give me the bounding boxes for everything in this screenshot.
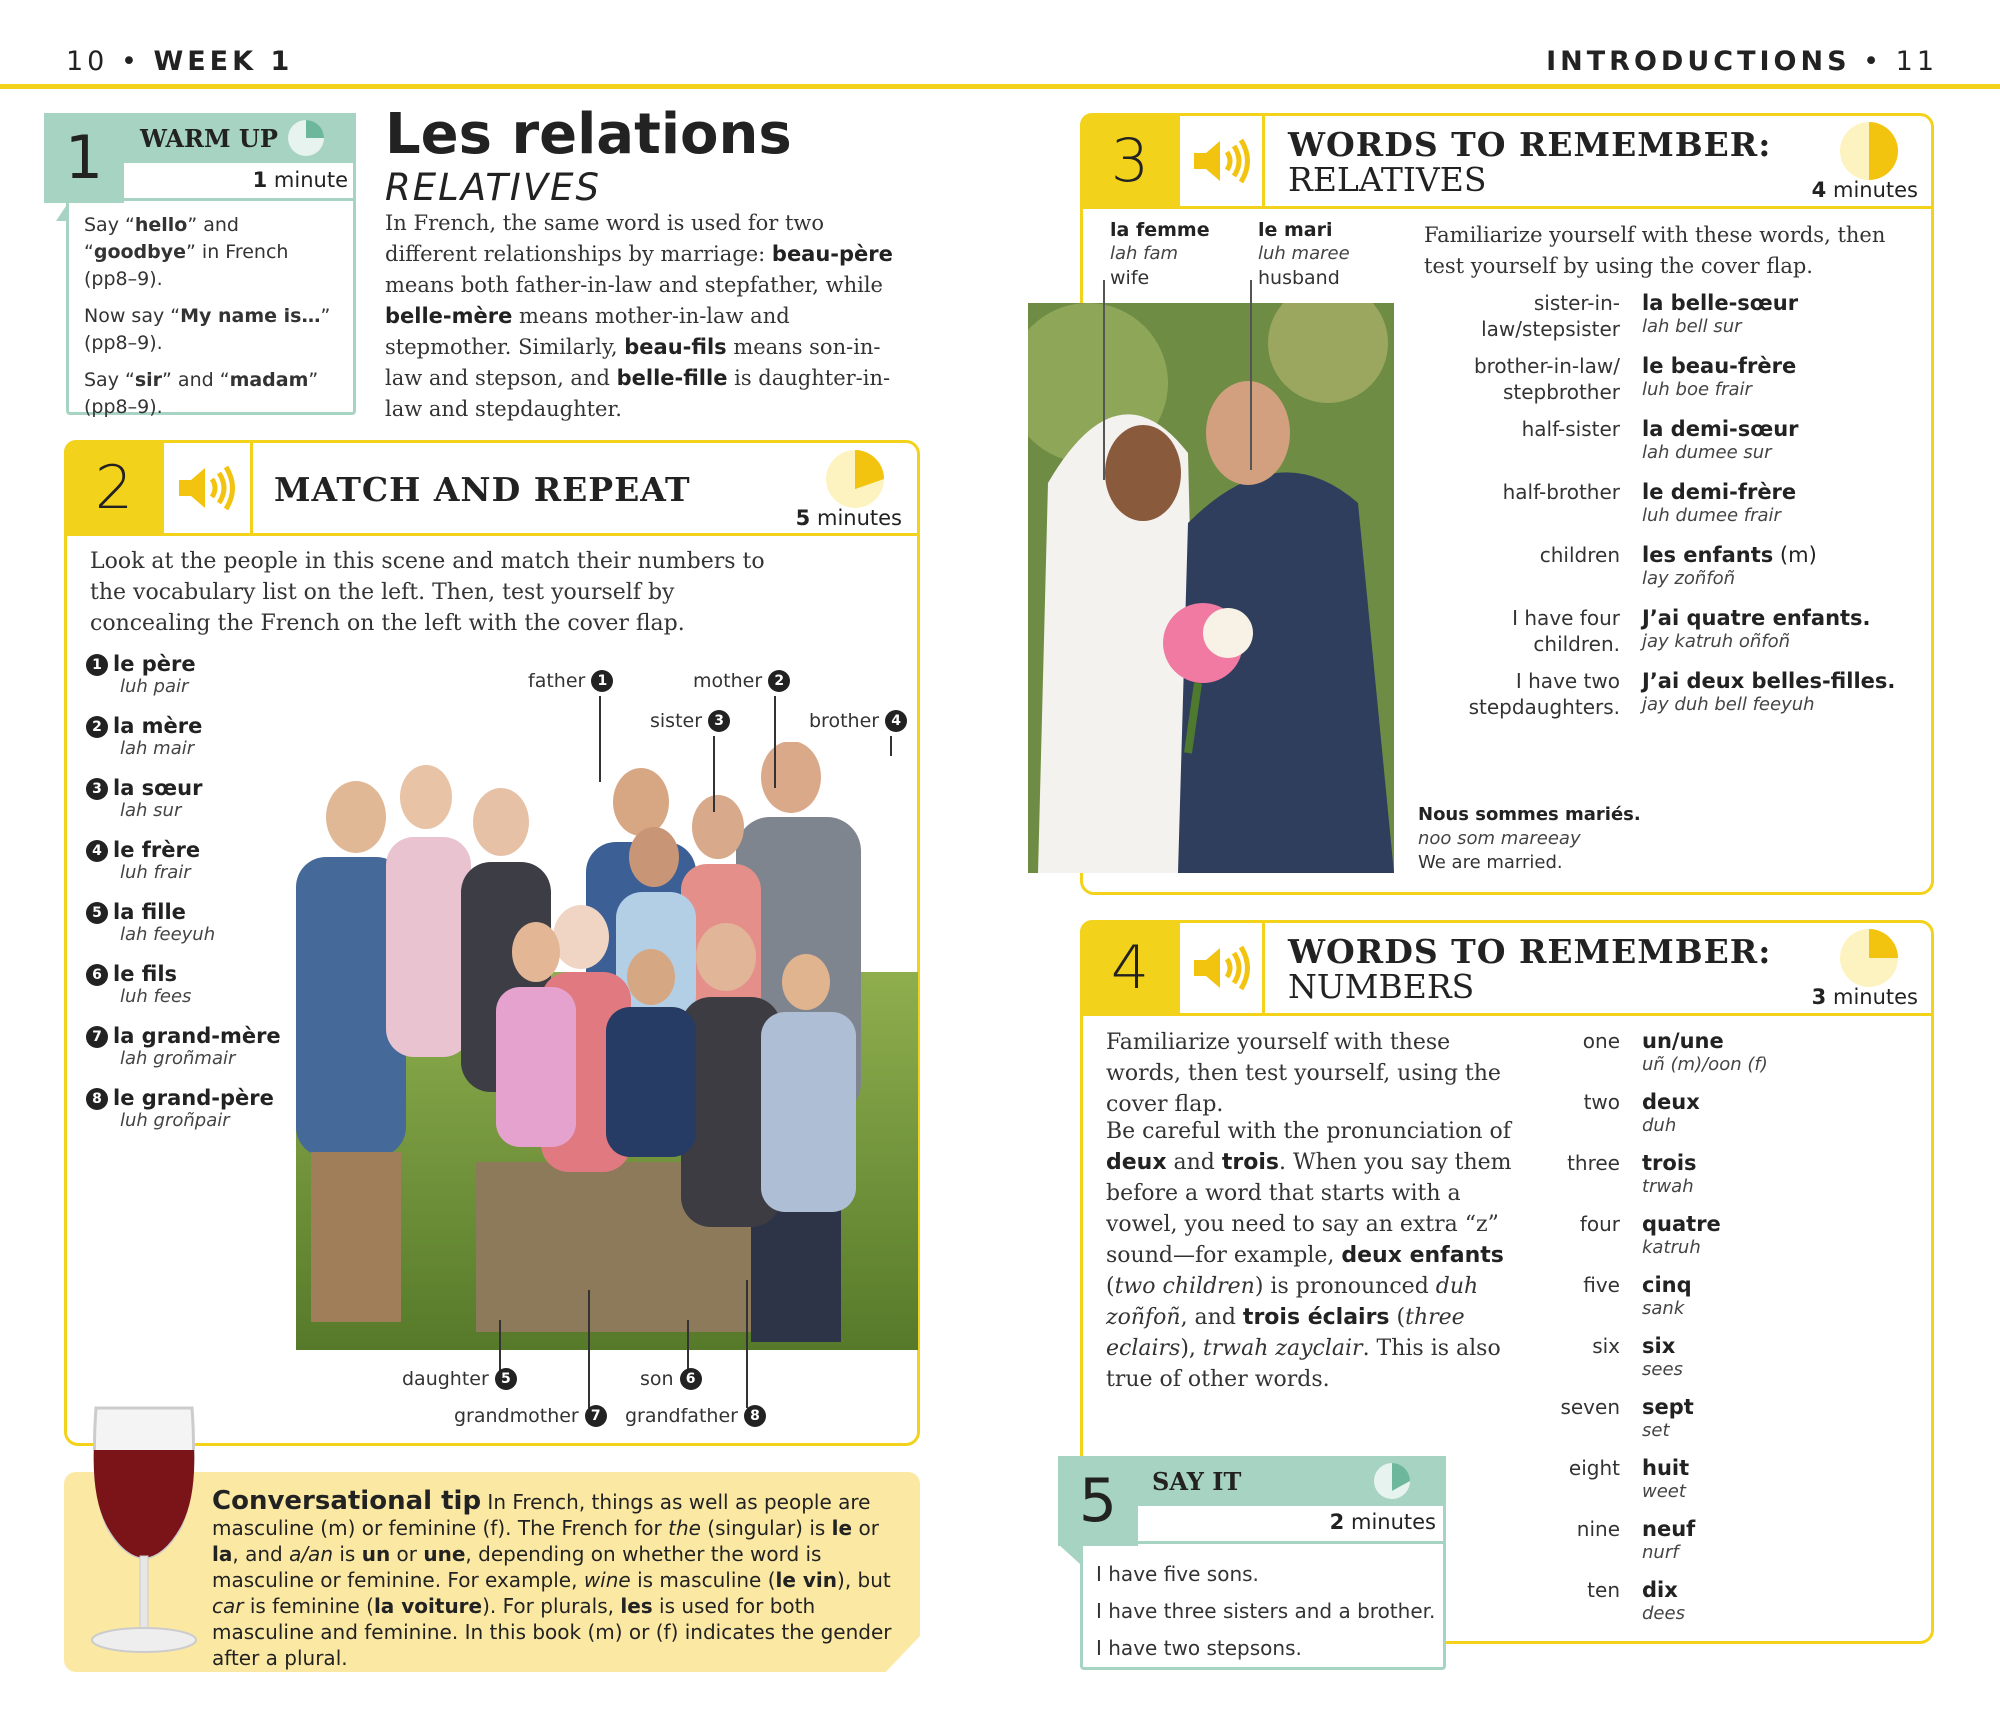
- number-french: un/une: [1642, 1029, 1724, 1053]
- tip-text-run: the: [668, 1516, 701, 1540]
- vocab-item: [86, 900, 316, 962]
- match-number: 2: [64, 440, 164, 536]
- left-page-number: 10: [66, 46, 109, 77]
- wine-glass-icon: [84, 1400, 204, 1660]
- number-pronunciation: sank: [1642, 1298, 1685, 1319]
- number-french: dix: [1642, 1578, 1678, 1602]
- vocab-item: [86, 714, 316, 776]
- tip-text-run: or: [390, 1542, 424, 1566]
- tip-text-run: (singular) is: [700, 1516, 832, 1540]
- number-word-row: [1560, 1455, 1900, 1516]
- timer-icon: [826, 450, 884, 508]
- number-word-row: [1560, 1150, 1900, 1211]
- word-french: la demi-sœur: [1642, 417, 1799, 441]
- note-text-run: ) is pronounced: [1254, 1274, 1436, 1299]
- relatives-minutes: 4 minutes: [1811, 178, 1918, 202]
- vocab-pronunciation: luh fees: [120, 986, 192, 1007]
- label-brother: brother 4: [809, 710, 912, 732]
- label-grandmother: grandmother 7: [454, 1405, 612, 1427]
- number-english: three: [1567, 1151, 1620, 1175]
- warmup-text: hello: [134, 214, 188, 236]
- relatives-number: 3: [1080, 113, 1180, 209]
- number-french: huit: [1642, 1456, 1690, 1480]
- note-text-run: ),: [1180, 1336, 1203, 1361]
- note-text-run: Be careful with the pronunciation of: [1106, 1119, 1511, 1144]
- number-english: four: [1579, 1212, 1620, 1236]
- intro-text: means mother-in-law and stepmother. Similarly,: [385, 304, 790, 359]
- speaker-icon[interactable]: [1180, 113, 1264, 209]
- number-6-badge: 6: [680, 1368, 702, 1390]
- number-badge: 8: [86, 1088, 108, 1110]
- vocab-pronunciation: lah groñmair: [120, 1048, 236, 1069]
- vocab-french: la sœur: [113, 776, 203, 800]
- tip-text-run: a/an: [289, 1542, 333, 1566]
- word-pronunciation: jay katruh oñfoñ: [1642, 631, 1791, 652]
- label-daughter: daughter 5: [402, 1368, 522, 1390]
- number-french: sept: [1642, 1395, 1694, 1419]
- warmup-text: My name is…: [180, 305, 321, 327]
- intro-text: belle-mère: [385, 304, 513, 328]
- number-pronunciation: weet: [1642, 1481, 1686, 1502]
- number-french: deux: [1642, 1090, 1700, 1114]
- word-pronunciation: jay duh bell feeyuh: [1642, 694, 1815, 715]
- vocab-item: [86, 1086, 316, 1148]
- intro-text: In French, the same word is used for two different relationships by marriage:: [385, 211, 825, 266]
- left-section-name: WEEK 1: [153, 46, 294, 77]
- warmup-line: [84, 303, 346, 357]
- number-english: five: [1583, 1273, 1620, 1297]
- right-page-number: 11: [1895, 46, 1938, 77]
- timer-icon: [288, 120, 324, 156]
- word-pronunciation: luh boe frair: [1642, 379, 1752, 400]
- warmup-text: Say “: [84, 369, 135, 391]
- warmup-title: WARM UP: [140, 124, 278, 153]
- number-badge: 7: [86, 1026, 108, 1048]
- intro-text: belle-fille: [616, 366, 728, 390]
- number-pronunciation: sees: [1642, 1359, 1683, 1380]
- intro-text: means son-in-law and stepson, and: [385, 335, 881, 390]
- warmup-text: madam: [229, 369, 309, 391]
- number-badge: 5: [86, 902, 108, 924]
- number-english: nine: [1576, 1517, 1620, 1541]
- note-text-run: (: [1389, 1305, 1406, 1330]
- tip-text-run: le: [831, 1516, 853, 1540]
- tip-text-run: is used for both masculine and feminine. In this book (m) or (f) indicates the gender after a plural.: [212, 1594, 892, 1670]
- numbers-header-rule: [1080, 1013, 1934, 1016]
- word-pronunciation: lah dumee sur: [1642, 442, 1772, 463]
- tip-text-run: la voiture: [373, 1594, 483, 1618]
- word-pronunciation: lah bell sur: [1642, 316, 1742, 337]
- number-english: six: [1592, 1334, 1620, 1358]
- note-text-run: trois éclairs: [1242, 1305, 1390, 1330]
- word-english: children: [1539, 543, 1620, 567]
- pointer-line: [599, 696, 601, 782]
- match-vocab-list: [86, 652, 316, 1148]
- number-french: trois: [1642, 1151, 1697, 1175]
- warmup-text: Say “: [84, 214, 135, 236]
- left-page-header: 10 • WEEK 1: [66, 46, 294, 77]
- header-rule: [0, 84, 2000, 89]
- number-word-row: [1560, 1333, 1900, 1394]
- number-english: eight: [1568, 1456, 1620, 1480]
- number-english: seven: [1560, 1395, 1620, 1419]
- relatives-subtitle: RELATIVES: [1288, 160, 1487, 199]
- vocab-pronunciation: lah feeyuh: [120, 924, 216, 945]
- speaker-icon[interactable]: [164, 440, 250, 536]
- word-english: sister-in-law/stepsister: [1481, 291, 1620, 341]
- relatives-title: WORDS TO REMEMBER:: [1288, 125, 1772, 164]
- number-english: one: [1582, 1029, 1620, 1053]
- number-1-badge: 1: [591, 670, 613, 692]
- number-pronunciation: nurf: [1642, 1542, 1679, 1563]
- tip-text-run: ), but: [837, 1568, 891, 1592]
- vocab-french: la mère: [113, 714, 203, 738]
- intro-text: beau-fils: [624, 335, 727, 359]
- warmup-number: 1: [44, 113, 124, 203]
- note-text-run: (: [1106, 1274, 1115, 1299]
- warmup-text: ” in French (pp8–9).: [84, 241, 289, 290]
- relatives-word-row: [1420, 605, 1920, 668]
- sayit-title: SAY IT: [1152, 1467, 1242, 1496]
- tip-heading: Conversational tip: [212, 1486, 482, 1516]
- numbers-number: 4: [1080, 920, 1180, 1016]
- sayit-number: 5: [1058, 1456, 1138, 1546]
- tip-text-run: is: [333, 1542, 362, 1566]
- pointer-line: [713, 736, 715, 812]
- intro-text: beau-père: [771, 242, 893, 266]
- sayit-lines: [1096, 1556, 1436, 1667]
- vocab-item: [86, 1024, 316, 1086]
- number-english: two: [1583, 1090, 1620, 1114]
- vocab-french: le fils: [113, 962, 178, 986]
- note-text-run: , and: [1180, 1305, 1243, 1330]
- number-french: neuf: [1642, 1517, 1696, 1541]
- warmup-line: [84, 212, 346, 293]
- tip-text-run: is masculine (: [630, 1568, 776, 1592]
- relatives-title-divider: [1262, 113, 1265, 209]
- warmup-lines: [84, 212, 346, 431]
- vocab-french: le père: [113, 652, 196, 676]
- number-2-badge: 2: [768, 670, 790, 692]
- warmup-text: ” (pp8–9).: [84, 369, 319, 418]
- relatives-word-list: [1420, 290, 1920, 731]
- note-text-run: deux: [1106, 1150, 1167, 1175]
- number-badge: 1: [86, 654, 108, 676]
- wife-label: la femme lah fam wife: [1110, 219, 1210, 289]
- tip-text-run: In French, things as well as people are masculine (m) or feminine (f). The French for: [212, 1490, 871, 1540]
- tip-text-run: un: [361, 1542, 391, 1566]
- page-title: Les relations: [385, 102, 792, 167]
- vocab-pronunciation: lah sur: [120, 800, 182, 821]
- word-french: le beau-frère: [1642, 354, 1797, 378]
- numbers-subtitle: NUMBERS: [1288, 967, 1475, 1006]
- note-text-run: . When you say them before a word that starts with a vowel, you need to say an extra “z” sound—for example,: [1106, 1150, 1512, 1268]
- warmup-text: ” and “: [84, 214, 239, 263]
- pointer-line: [687, 1320, 689, 1372]
- label-father: father 1: [528, 670, 618, 692]
- relatives-word-row: [1420, 479, 1920, 542]
- warmup-text: Now say “: [84, 305, 181, 327]
- relatives-header-rule: [1080, 206, 1934, 209]
- label-grandfather: grandfather 8: [625, 1405, 771, 1427]
- sayit-minutes: 2 minutes: [1329, 1510, 1436, 1534]
- number-french: cinq: [1642, 1273, 1692, 1297]
- pointer-line: [774, 696, 776, 788]
- sayit-line: I have two stepsons.: [1096, 1636, 1302, 1660]
- numbers-title-divider: [1262, 920, 1265, 1016]
- number-word-row: [1560, 1272, 1900, 1333]
- word-french: la belle-sœur: [1642, 291, 1799, 315]
- number-french: quatre: [1642, 1212, 1721, 1236]
- number-pronunciation: uñ (m)/oon (f): [1642, 1054, 1768, 1075]
- vocab-item: [86, 962, 316, 1024]
- page-subtitle: RELATIVES: [385, 166, 602, 209]
- word-french: le demi-frère: [1642, 480, 1797, 504]
- note-text-run: deux enfants: [1341, 1243, 1504, 1268]
- number-word-row: [1560, 1394, 1900, 1455]
- number-word-row: [1560, 1028, 1900, 1089]
- tip-text-run: or: [852, 1516, 879, 1540]
- vocab-item: [86, 838, 316, 900]
- label-sister: sister 3: [650, 710, 735, 732]
- word-english: half-sister: [1521, 417, 1620, 441]
- word-english: half-brother: [1502, 480, 1620, 504]
- pointer-line: [746, 1280, 748, 1408]
- match-minutes: 5 minutes: [795, 506, 902, 530]
- timer-icon: [1374, 1463, 1410, 1499]
- numbers-title: WORDS TO REMEMBER:: [1288, 932, 1772, 971]
- vocab-pronunciation: luh pair: [120, 676, 189, 697]
- match-title: MATCH AND REPEAT: [274, 470, 691, 509]
- vocab-french: le frère: [113, 838, 201, 862]
- tip-text-run: wine: [583, 1568, 631, 1592]
- sayit-tab-notch: [1058, 1544, 1080, 1564]
- number-3-badge: 3: [708, 710, 730, 732]
- number-english: ten: [1587, 1578, 1620, 1602]
- relatives-word-row: [1420, 542, 1920, 605]
- number-pronunciation: set: [1642, 1420, 1670, 1441]
- number-badge: 3: [86, 778, 108, 800]
- vocab-item: [86, 652, 316, 714]
- warmup-text: ” and “: [162, 369, 230, 391]
- number-word-row: [1560, 1211, 1900, 1272]
- match-instructions: Look at the people in this scene and match their numbers to the vocabulary list on the left. Then, test yourself by concealing the French on the left with the cover flap.: [90, 549, 765, 636]
- right-section-name: INTRODUCTIONS: [1546, 46, 1851, 77]
- intro-text: means both father-in-law and stepfather, while: [385, 273, 883, 297]
- number-badge: 4: [86, 840, 108, 862]
- note-text-run: duh zoñfoñ: [1106, 1274, 1479, 1330]
- numbers-word-list: [1560, 1028, 1900, 1638]
- word-french: les enfants (m): [1642, 543, 1817, 567]
- relatives-word-row: [1420, 416, 1920, 479]
- number-word-row: [1560, 1089, 1900, 1150]
- word-gender: (m): [1773, 543, 1817, 567]
- vocab-french: la grand-mère: [113, 1024, 281, 1048]
- warmup-text: sir: [134, 369, 163, 391]
- relatives-word-row: [1420, 290, 1920, 353]
- tip-text-run: , and: [232, 1542, 290, 1566]
- number-8-badge: 8: [744, 1405, 766, 1427]
- relatives-word-row: [1420, 353, 1920, 416]
- number-pronunciation: katruh: [1642, 1237, 1701, 1258]
- pointer-line: [1250, 280, 1252, 470]
- vocab-pronunciation: luh groñpair: [120, 1110, 230, 1131]
- warmup-text: ” (pp8–9).: [84, 305, 331, 354]
- tip-text-run: is feminine (: [243, 1594, 374, 1618]
- number-pronunciation: duh: [1642, 1115, 1677, 1136]
- sayit-divider: [1138, 1541, 1446, 1544]
- label-mother: mother 2: [693, 670, 795, 692]
- numbers-instructions: Familiarize yourself with these words, then test yourself, using the cover flap.: [1106, 1030, 1501, 1117]
- numbers-note: [1106, 1116, 1526, 1395]
- word-english: I have two stepdaughters.: [1468, 669, 1620, 719]
- wedding-photo: [1028, 303, 1394, 873]
- number-word-row: [1560, 1577, 1900, 1638]
- number-4-badge: 4: [885, 710, 907, 732]
- note-text-run: two children: [1114, 1274, 1255, 1299]
- label-son: son 6: [640, 1368, 707, 1390]
- sayit-line: I have three sisters and a brother.: [1096, 1599, 1436, 1623]
- tip-text-run: le vin: [775, 1568, 838, 1592]
- tip-text-run: ). For plurals,: [482, 1594, 621, 1618]
- word-french: J’ai quatre enfants.: [1642, 606, 1871, 630]
- note-text-run: trwah zayclair: [1202, 1336, 1363, 1361]
- warmup-divider: [124, 198, 356, 201]
- number-5-badge: 5: [495, 1368, 517, 1390]
- tip-text-run: , depending on whether the word is masculine or feminine. For example,: [212, 1542, 822, 1592]
- warmup-line: [84, 367, 346, 421]
- sayit-line: I have five sons.: [1096, 1562, 1259, 1586]
- vocab-pronunciation: luh frair: [120, 862, 191, 883]
- tip-text-run: car: [212, 1594, 244, 1618]
- pointer-line: [588, 1290, 590, 1408]
- timer-icon: [1840, 122, 1898, 180]
- number-french: six: [1642, 1334, 1676, 1358]
- warmup-tab-notch: [44, 203, 68, 221]
- right-page-header: INTRODUCTIONS • 11: [1546, 46, 1938, 77]
- vocab-item: [86, 776, 316, 838]
- pointer-line: [1103, 280, 1105, 480]
- tip-text: [212, 1488, 902, 1671]
- word-english: brother-in-law/ stepbrother: [1473, 354, 1620, 404]
- speaker-icon[interactable]: [1180, 920, 1264, 1016]
- note-text-run: three eclairs: [1106, 1305, 1465, 1361]
- relatives-word-row: [1420, 668, 1920, 731]
- tip-text-run: les: [620, 1594, 653, 1618]
- word-french: J’ai deux belles-filles.: [1642, 669, 1896, 693]
- match-header-rule: [64, 533, 920, 536]
- tip-text-run: une: [423, 1542, 466, 1566]
- pointer-line: [890, 736, 892, 756]
- word-english: I have four children.: [1512, 606, 1620, 656]
- vocab-french: le grand-père: [113, 1086, 274, 1110]
- vocab-french: la fille: [113, 900, 186, 924]
- word-pronunciation: luh dumee frair: [1642, 505, 1781, 526]
- match-title-divider: [250, 440, 253, 536]
- timer-icon: [1840, 929, 1898, 987]
- husband-label: le mari luh maree husband: [1258, 219, 1350, 289]
- warmup-minutes: 1 minute: [252, 168, 348, 192]
- tip-text-run: la: [212, 1542, 233, 1566]
- note-text-run: . This is also true of other words.: [1106, 1336, 1501, 1392]
- note-text-run: trois: [1221, 1150, 1280, 1175]
- number-pronunciation: dees: [1642, 1603, 1685, 1624]
- family-photo: [296, 742, 918, 1350]
- number-pronunciation: trwah: [1642, 1176, 1694, 1197]
- vocab-pronunciation: lah mair: [120, 738, 195, 759]
- number-badge: 2: [86, 716, 108, 738]
- numbers-minutes: 3 minutes: [1811, 985, 1918, 1009]
- number-badge: 6: [86, 964, 108, 986]
- word-pronunciation: lay zoñfoñ: [1642, 568, 1736, 589]
- number-word-row: [1560, 1516, 1900, 1577]
- title-intro: [385, 208, 905, 425]
- relatives-instructions: Familiarize yourself with these words, then test yourself by using the cover flap.: [1424, 223, 1886, 278]
- number-7-badge: 7: [585, 1405, 607, 1427]
- pointer-line: [499, 1320, 501, 1372]
- intro-text: is daughter-in-law and stepdaughter.: [385, 366, 891, 421]
- wedding-caption: Nous sommes mariés. noo som mareeay We are married.: [1418, 804, 1641, 873]
- note-text-run: and: [1166, 1150, 1222, 1175]
- warmup-text: goodbye: [93, 241, 187, 263]
